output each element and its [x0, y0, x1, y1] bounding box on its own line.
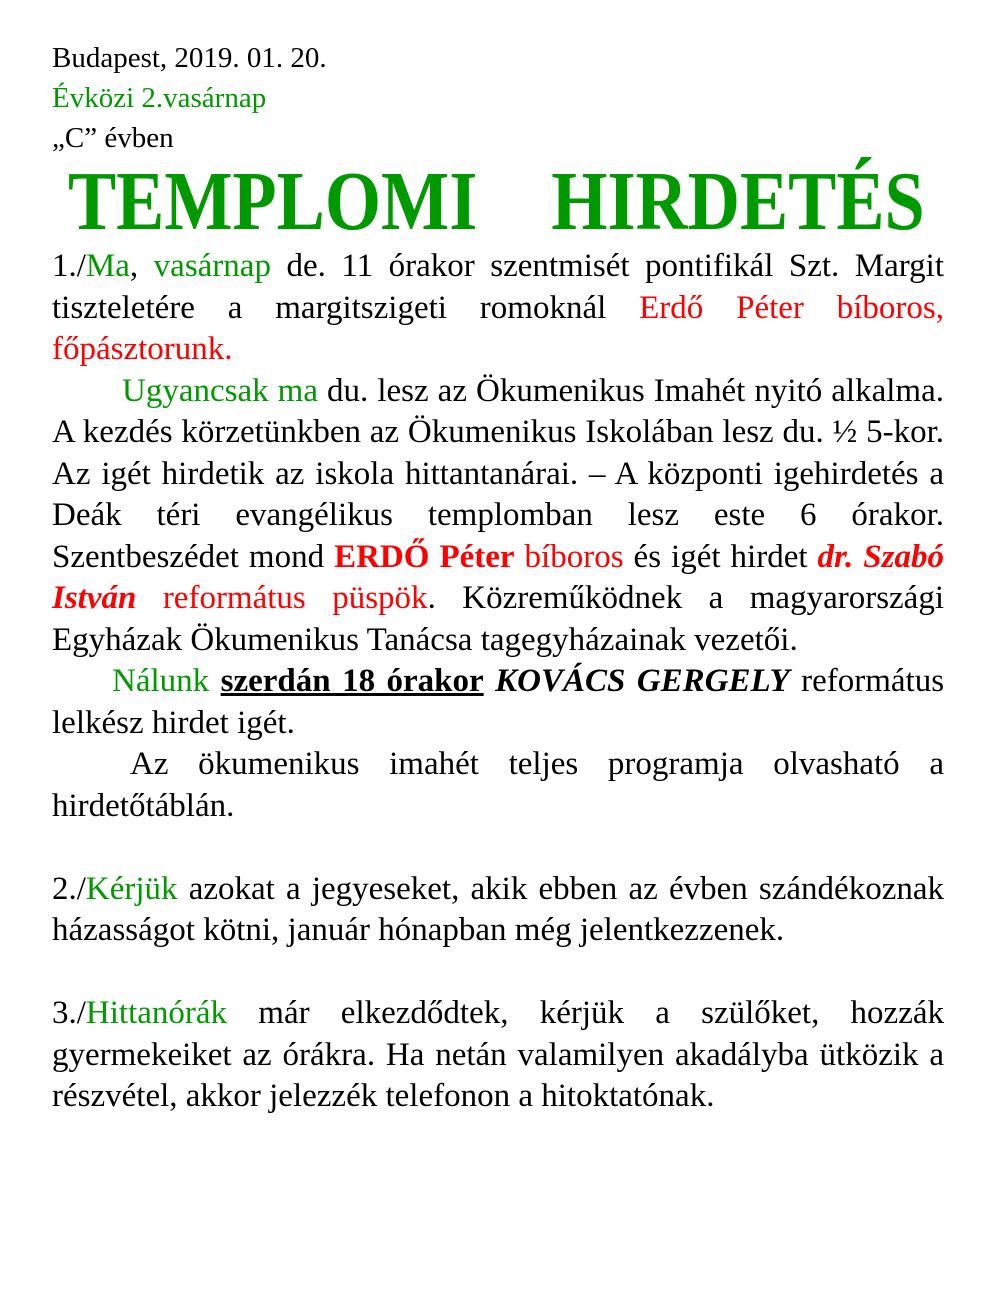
- item-number: 2./: [52, 870, 86, 907]
- text: du. lesz az Ökumenikus Imahét nyitó alkalma. A kezdés körzetünkben az Ökumenikus Iskolában lesz du. ½ 5-kor. Az igét hirdetik az iskola hittantanárai. – A központi igehirdetés a Deák téri evangélikus templomban lesz este 6 órakor. Szentbeszédet mond: [52, 372, 944, 575]
- item-1-paragraph-4: [52, 744, 944, 827]
- text: . Közreműködnek a magyarországi Egyházak Ökumenikus Tanácsa tagegyházainak vezetői.: [52, 580, 944, 658]
- item-3: [52, 993, 944, 1118]
- title-cardinal: bíboros: [514, 538, 624, 575]
- highlight-today: Ma: [85, 248, 130, 284]
- highlight-religion-classes: Hittanórák: [85, 995, 228, 1031]
- name-szabo-istvan: dr. Szabó István: [52, 538, 944, 616]
- highlight-we-ask: Kérjük: [85, 870, 178, 907]
- item-number: 1./: [52, 248, 86, 284]
- page-title: TEMPLOMI HIRDETÉS: [68, 155, 925, 248]
- item-number: 3./: [52, 995, 86, 1031]
- announcement-body: [52, 246, 944, 1118]
- name-erdo-peter: ERDŐ Péter: [334, 538, 515, 575]
- highlight-also-today: Ugyancsak ma: [122, 372, 318, 409]
- text: és igét hirdet: [623, 538, 818, 575]
- text: már elkezdődtek, kérjük a szülőket, hozzák gyermekeiket az órákra. Ha netán valamilyen akadályba ütközik a részvétel, akkor jelezzék telefonon a hitoktatónak.: [52, 995, 944, 1114]
- date-line: Budapest, 2019. 01. 20.: [52, 42, 327, 74]
- text: református lelkész hirdet igét.: [52, 663, 945, 741]
- text: azokat a jegyeseket, akik ebben az évben szándékoznak házasságot kötni, január hónapban még jelentkezzenek.: [52, 870, 944, 948]
- text: de. 11 órakor szentmisét pontifikál Szt. Margit tiszteletére a margitszigeti romoknál: [52, 248, 944, 326]
- item-1-paragraph-3: [52, 661, 944, 744]
- item-2: [52, 869, 944, 952]
- event-time: szerdán 18 órakor: [220, 663, 484, 699]
- name-cardinal: Erdő Péter bíboros, főpásztorunk.: [52, 289, 945, 367]
- name-kovacs-gergely: KOVÁCS GERGELY: [495, 663, 790, 699]
- text: ,: [129, 248, 154, 284]
- text: Az ökumenikus imahét teljes programja olvasható a hirdetőtáblán.: [52, 746, 944, 824]
- spacer: [52, 952, 944, 994]
- year-cycle: „C” évben: [52, 122, 174, 154]
- item-1-paragraph-1: [52, 246, 944, 371]
- title-bishop: református püspök: [136, 580, 428, 616]
- announcement-page: [52, 38, 944, 1118]
- highlight-here: Nálunk: [112, 663, 210, 699]
- highlight-sunday: vasárnap: [153, 248, 271, 284]
- item-1-paragraph-2: [52, 371, 944, 662]
- spacer: [52, 827, 944, 869]
- liturgical-day: Évközi 2.vasárnap: [52, 82, 267, 114]
